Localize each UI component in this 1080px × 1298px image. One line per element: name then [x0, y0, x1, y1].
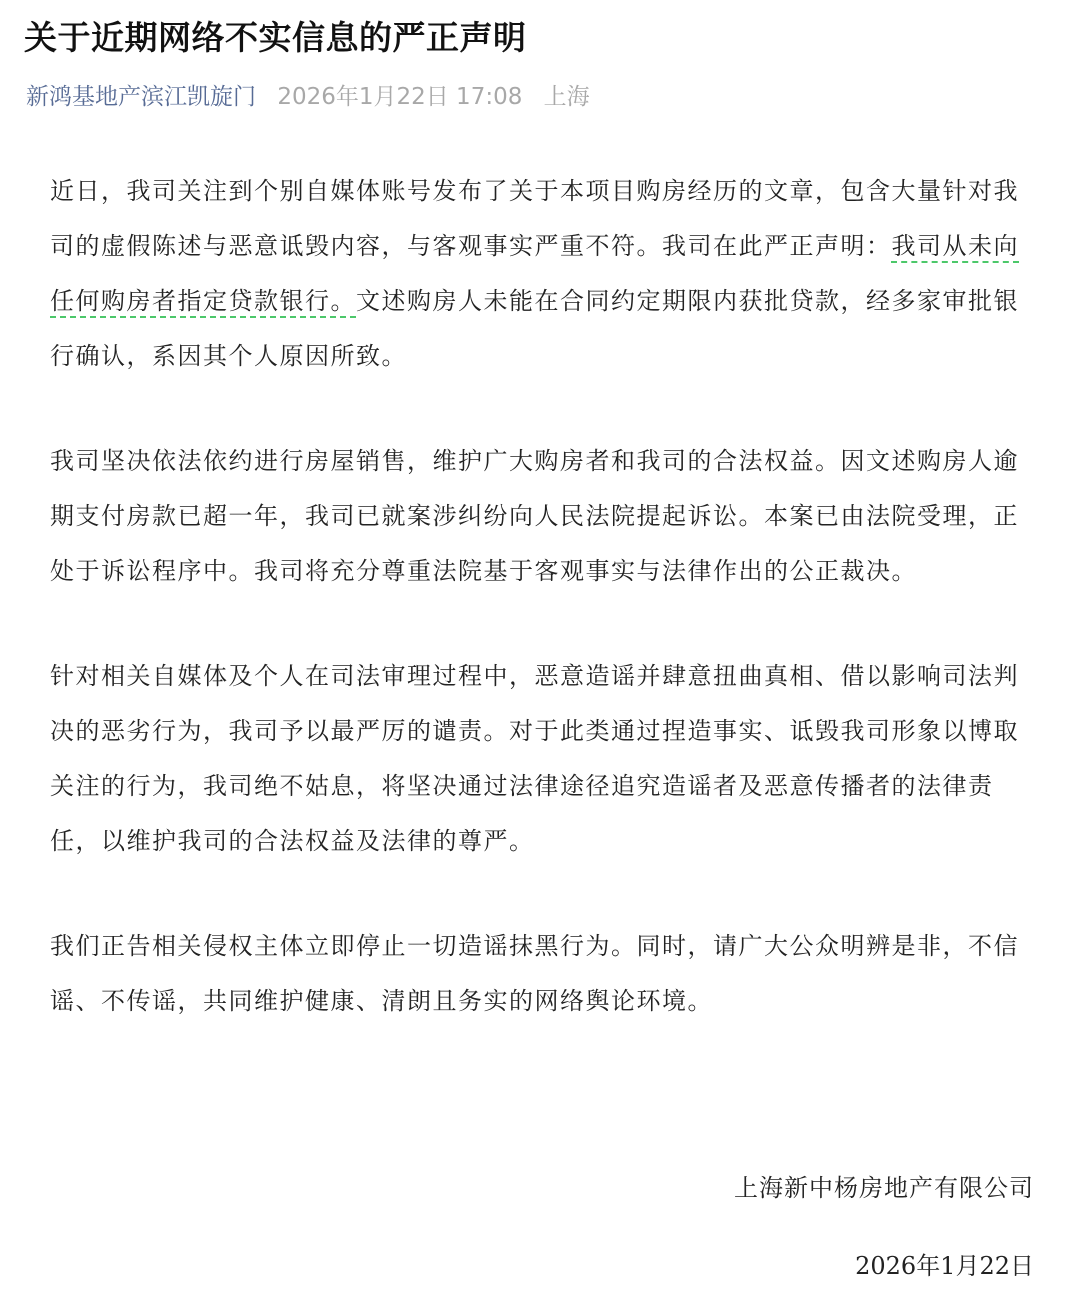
- article-title: 关于近期网络不实信息的严正声明: [24, 18, 527, 57]
- article-body: [50, 164, 1040, 1079]
- signature-date: 2026年1月22日: [855, 1252, 1034, 1280]
- paragraph-1: [50, 164, 1040, 384]
- publish-datetime: 2026年1月22日 17:08: [277, 84, 523, 110]
- publish-location: 上海: [543, 84, 590, 110]
- article-meta: [26, 80, 590, 114]
- signature-company: 上海新中杨房地产有限公司: [734, 1174, 1034, 1202]
- paragraph-4: 我们正告相关侵权主体立即停止一切造谣抹黑行为。同时，请广大公众明辨是非，不信谣、不传谣，共同维护健康、清朗且务实的网络舆论环境。: [50, 932, 1019, 1015]
- paragraph-2: 我司坚决依法依约进行房屋销售，维护广大购房者和我司的合法权益。因文述购房人逾期支付房款已超一年，我司已就案涉纠纷向人民法院提起诉讼。本案已由法院受理，正处于诉讼程序中。我司将充分尊重法院基于客观事实与法律作出的公正裁决。: [50, 447, 1019, 585]
- paragraph-1-text-b: 文述购房人未能在合同约定期限内获批贷款，经多家审批银行确认，系因其个人原因所致。: [50, 287, 1019, 370]
- paragraph-1-text-a: 近日，我司关注到个别自媒体账号发布了关于本项目购房经历的文章，包含大量针对我司的虚假陈述与恶意诋毁内容，与客观事实严重不符。我司在此严正声明：: [50, 177, 1019, 260]
- paragraph-3: 针对相关自媒体及个人在司法审理过程中，恶意造谣并肆意扭曲真相、借以影响司法判决的恶劣行为，我司予以最严厉的谴责。对于此类通过捏造事实、诋毁我司形象以博取关注的行为，我司绝不姑息，将坚决通过法律途径追究造谣者及恶意传播者的法律责任，以维护我司的合法权益及法律的尊严。: [50, 662, 1019, 855]
- paragraph-1-highlight: 我司从未向任何购房者指定贷款银行。: [50, 232, 1019, 315]
- account-name-link[interactable]: 新鸿基地产滨江凯旋门: [26, 84, 256, 110]
